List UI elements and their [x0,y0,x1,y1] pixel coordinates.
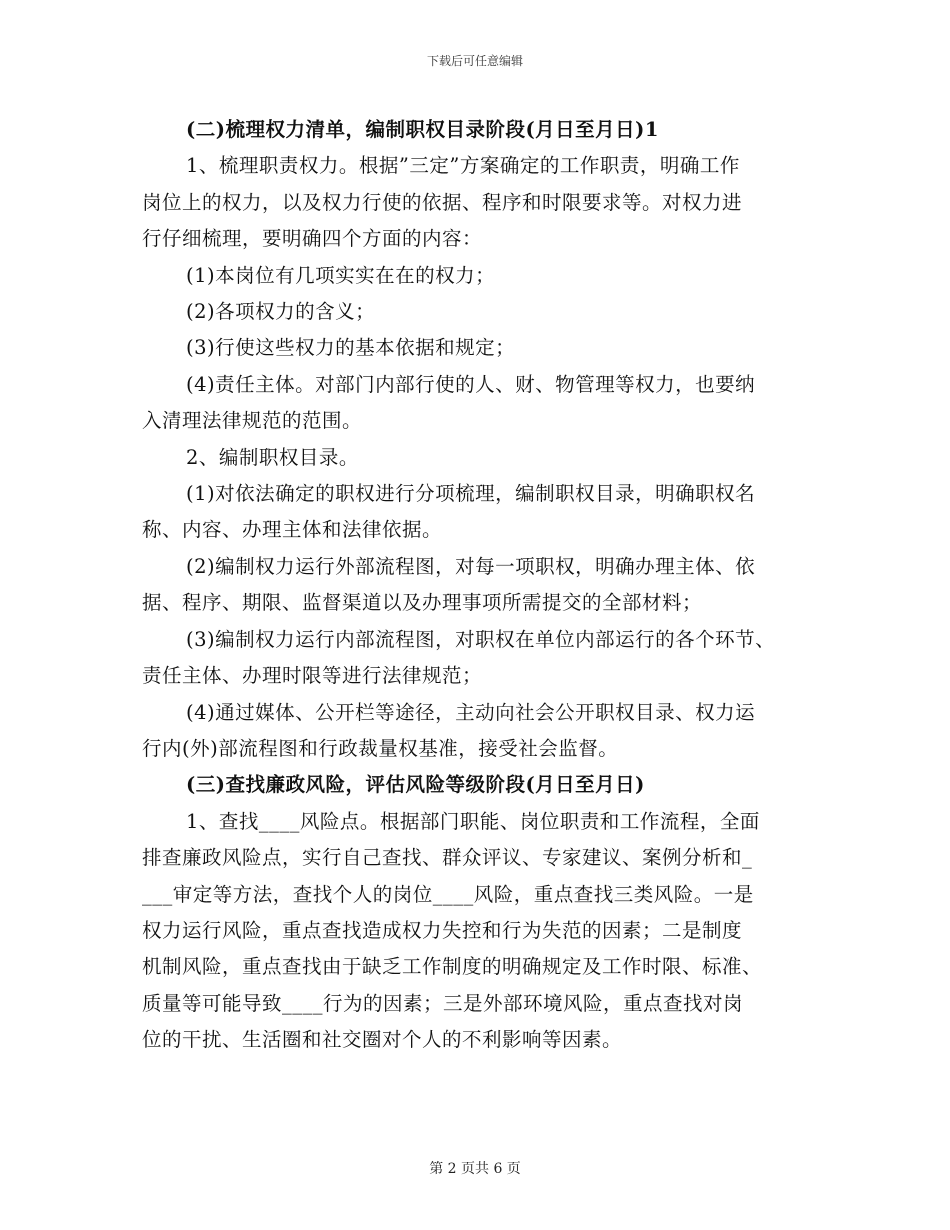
paragraph-line: 行仔细梳理，要明确四个方面的内容： [142,227,483,251]
paragraph-line: 权力运行风险，重点查找造成权力失控和行为失范的因素；二是制度 [142,918,743,942]
paragraph-line: 1、查找____风险点。根据部门职能、岗位职责和工作流程，全面 [186,809,760,833]
page-footer: 第 2 页共 6 页 [429,1161,521,1177]
paragraph-line: 质量等可能导致____行为的因素；三是外部环境风险，重点查找对岗 [142,991,744,1015]
paragraph-line: 机制风险，重点查找由于缺乏工作制度的明确规定及工作时限、标准、 [142,955,763,979]
paragraph-line: 2、编制职权目录。 [186,445,359,469]
paragraph-line: ___审定等方法，查找个人的岗位____风险，重点查找三类风险。一是 [142,882,754,906]
paragraph-line: 排查廉政风险点，实行自己查找、群众评议、专家建议、案例分析和_ [142,846,753,870]
paragraph-line: 据、程序、期限、监督渠道以及办理事项所需提交的全部材料； [142,591,703,615]
paragraph-line: 位的干扰、生活圈和社交圈对个人的不利影响等因素。 [142,1028,623,1052]
paragraph-line: (3)行使这些权力的基本依据和规定； [186,336,516,360]
paragraph-line: 称、内容、办理主体和法律依据。 [142,518,443,542]
section-heading: (二)梳理权力清单，编制职权目录阶段(月日至月日)1 [186,118,659,141]
paragraph-line: 岗位上的权力，以及权力行使的依据、程序和时限要求等。对权力进 [142,190,743,214]
paragraph-line: 入清理法律规范的范围。 [142,409,363,433]
paragraph-line: 1、梳理职责权力。根据”三定”方案确定的工作职责，明确工作 [186,154,740,178]
paragraph-line: (1)对依法确定的职权进行分项梳理，编制职权目录，明确职权名 [186,482,756,506]
document-body [142,112,818,1059]
paragraph-line: (1)本岗位有几项实实在在的权力； [186,263,496,287]
page-header: 下载后可任意编辑 [426,54,523,68]
paragraph-line: 行内(外)部流程图和行政裁量权基准，接受社会监督。 [142,736,619,760]
paragraph-line: (3)编制权力运行内部流程图，对职权在单位内部运行的各个环节、 [186,627,776,651]
paragraph-line: (2)编制权力运行外部流程图，对每一项职权，明确办理主体、依 [186,554,756,578]
paragraph-line: (4)责任主体。对部门内部行使的人、财、物管理等权力，也要纳 [186,372,756,396]
paragraph-line: (2)各项权力的含义； [186,300,376,324]
paragraph-line: 责任主体、办理时限等进行法律规范； [142,664,483,688]
section-heading: (三)查找廉政风险，评估风险等级阶段(月日至月日) [186,773,645,797]
paragraph-line: (4)通过媒体、公开栏等途径，主动向社会公开职权目录、权力运 [186,700,756,724]
